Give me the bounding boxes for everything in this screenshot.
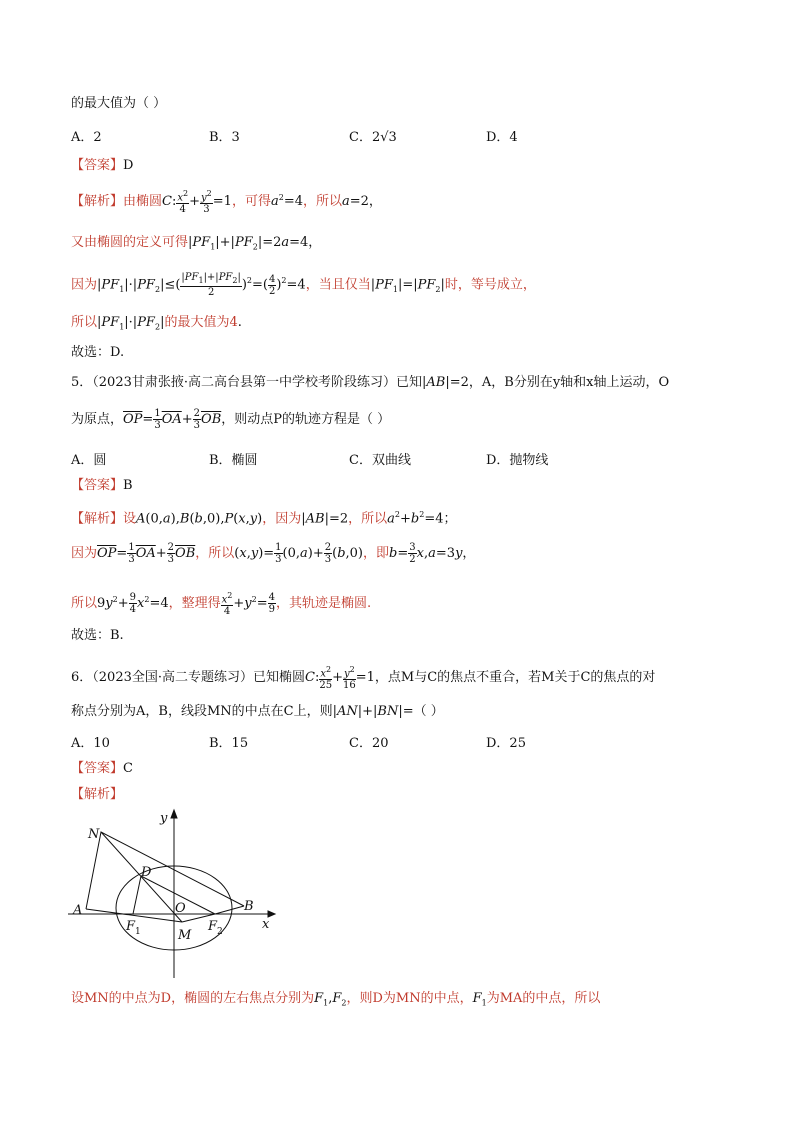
q5-analysis-3: 所以$9y^2+$ $\frac{9}{4}$ $x^2=4$，整理得 $\frac{x^2}{4}$ $+y^2=$ $\frac{4}{9}$ ，其轨迹是椭圆.: [71, 591, 372, 618]
q6-option-a: A．10: [71, 736, 110, 751]
q4-options: [71, 126, 721, 144]
q6-options: [71, 732, 721, 750]
q5-option-c: C．双曲线: [349, 453, 411, 468]
label-f1-sub: 1: [135, 927, 141, 937]
segment-d-f1: [133, 876, 141, 914]
q6-option-b: B．15: [209, 736, 249, 751]
q4-analysis-3: 因为$|PF_1|\cdot|PF_2|\le$( $\frac{|PF_1|+|PF_2|}{2}$ )$^2$=( $\frac{4}{2}$ )$^2$=4，当且仅当$|PF_1|=|PF_2|$时，等号成立，: [71, 272, 536, 298]
q4-analysis-4: 所以$|PF_1|\cdot|PF_2|$的最大值为4.: [71, 315, 242, 332]
q4-analysis-2: 又由椭圆的定义可得$|PF_1|+|PF_2|=2a=4$，: [71, 235, 322, 252]
q5-option-a: A．圆: [71, 453, 107, 468]
label-b: B: [244, 899, 254, 914]
segment-a-n-b: [86, 832, 244, 909]
label-y: y: [160, 811, 168, 826]
q5-analysis-2: 因为$\overline{OP}=$ $\frac{1}{3}$ $\overline{OA}+$ $\frac{2}{3}$ $\overline{OB}$，所以(x,y)= $\frac{1}{3}$ (0,a)+ $\frac{2}{3}$ (b,0)，即b= $\frac{3}{2}$ x,a=3y，: [71, 542, 476, 565]
label-f2-sub: 2: [217, 927, 223, 937]
q5-analysis-4: 故选：B.: [71, 628, 124, 643]
q4-option-a: A．2: [71, 130, 102, 145]
label-f2: F: [208, 919, 218, 934]
q5-analysis-1: 【解析】设A(0,a),B(b,0),P(x,y)，因为|AB|=2，所以$a^2+b^2=4$；: [71, 510, 457, 527]
label-d: D: [141, 865, 152, 880]
label-x: x: [262, 917, 270, 932]
ellipse-figure: [68, 808, 288, 988]
label-a: A: [73, 903, 83, 918]
q6-stem-1: 6．（2023全国·高二专题练习）已知椭圆C: $\frac{x^2}{25}$ + $\frac{y^2}{16}$ =1，点M与C的焦点不重合，若M关于C的焦点的对: [71, 665, 656, 692]
q4-answer: 【答案】D: [71, 158, 134, 173]
q4-analysis-1: 【解析】由椭圆C: $\frac{x^2}{4}$ + $\frac{y^2}{3}$ =1，可得$a^2=4$，所以a=2，: [71, 189, 382, 216]
q4-option-b: B．3: [209, 130, 240, 145]
segment-f2-b: [215, 906, 244, 914]
label-o: O: [175, 901, 186, 916]
q5-option-d: D．抛物线: [486, 453, 549, 468]
q6-stem-2: 称点分别为A，B，线段MN的中点在C上，则|AN|+|BN|=（ ）: [71, 704, 444, 719]
q6-analysis-label: 【解析】: [71, 787, 124, 802]
q4-option-d: D．4: [486, 130, 518, 145]
q5-option-b: B．椭圆: [209, 453, 258, 468]
q5-options: [71, 449, 721, 467]
q6-answer: 【答案】C: [71, 761, 133, 776]
label-f1: F: [126, 919, 136, 934]
label-m: M: [178, 928, 192, 943]
q5-stem-2: 为原点，$\overline{OP}=$ $\frac{1}{3}$ $\overline{OA}+$ $\frac{2}{3}$ $\overline{OB}$，则动点P的轨迹方程是（ ）: [71, 408, 391, 431]
q6-analysis-1: 设MN的中点为D，椭圆的左右焦点分别为$F_1,F_2$，则D为MN的中点，$F_1$为MA的中点，所以: [71, 991, 601, 1008]
q4-stem-tail: 的最大值为（ ）: [71, 96, 167, 111]
q4-option-c-math: 2√3: [371, 130, 397, 145]
q6-option-c: C．20: [349, 736, 389, 751]
q4-option-c: C．2√3: [349, 130, 397, 145]
q5-stem-1: 5．（2023甘肃张掖·高二高台县第一中学校考阶段练习）已知|AB|=2，A，B分别在y轴和x轴上运动，O: [71, 375, 670, 390]
y-axis-arrow: [171, 810, 177, 818]
q4-analysis-5: 故选：D.: [71, 345, 125, 360]
q5-answer: 【答案】B: [71, 478, 133, 493]
label-n: N: [88, 827, 100, 842]
q6-option-d: D．25: [486, 736, 526, 751]
